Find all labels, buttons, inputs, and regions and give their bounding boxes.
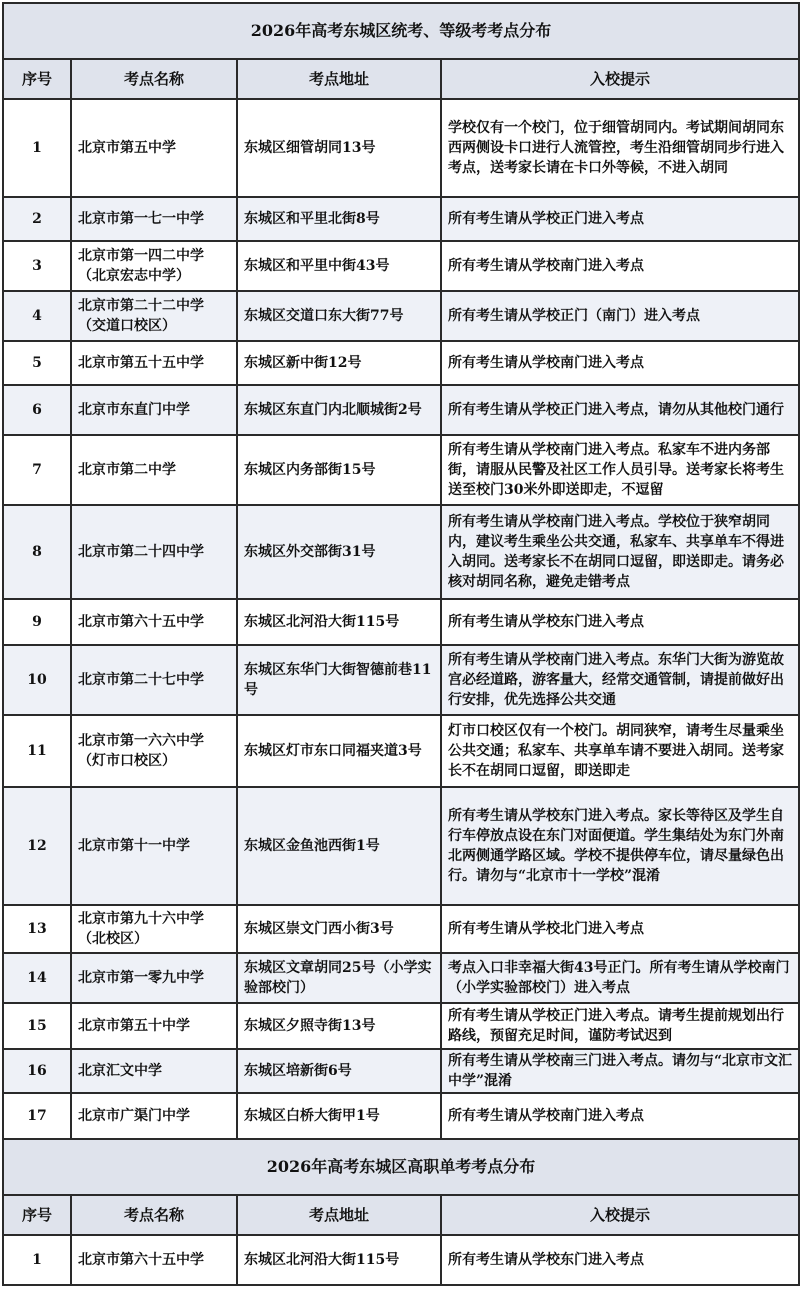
site-name: 北京市第五中学 [71,99,237,197]
site-name: 北京市第一四二中学（北京宏志中学） [71,241,237,291]
table-row [3,1049,799,1093]
table-row [3,99,799,197]
exam-sites-table-body [3,3,799,1285]
section-title: 2026年高考东城区统考、等级考考点分布 [3,3,799,59]
site-name: 北京市第二十七中学 [71,645,237,715]
table-row [3,645,799,715]
entry-tip: 所有考生请从学校南门进入考点。学校位于狭窄胡同内，建议考生乘坐公共交通，私家车、共享单车不得进入胡同。送考家长不在胡同口逗留，即送即走。请务必核对胡同名称，避免走错考点 [441,505,799,599]
column-header: 考点名称 [71,59,237,99]
row-number: 13 [3,905,71,953]
entry-tip: 所有考生请从学校东门进入考点 [441,599,799,645]
column-header: 入校提示 [441,1195,799,1235]
site-address: 东城区崇文门西小街3号 [237,905,441,953]
entry-tip: 所有考生请从学校南三门进入考点。请勿与“北京市文汇中学”混淆 [441,1049,799,1093]
site-address: 东城区外交部街31号 [237,505,441,599]
site-address: 东城区细管胡同13号 [237,99,441,197]
entry-tip: 所有考生请从学校北门进入考点 [441,905,799,953]
site-address: 东城区新中街12号 [237,341,441,385]
row-number: 12 [3,787,71,905]
row-number: 17 [3,1093,71,1139]
site-address: 东城区北河沿大街115号 [237,599,441,645]
exam-sites-table [2,2,800,1286]
site-name: 北京市广渠门中学 [71,1093,237,1139]
row-number: 7 [3,435,71,505]
site-name: 北京市东直门中学 [71,385,237,435]
entry-tip: 所有考生请从学校正门进入考点，请勿从其他校门通行 [441,385,799,435]
table-row [3,435,799,505]
table-row [3,291,799,341]
site-name: 北京市第二中学 [71,435,237,505]
row-number: 16 [3,1049,71,1093]
site-address: 东城区交道口东大街77号 [237,291,441,341]
table-row [3,241,799,291]
entry-tip: 灯市口校区仅有一个校门。胡同狭窄，请考生尽量乘坐公共交通；私家车、共享单车请不要进入胡同。送考家长不在胡同口逗留，即送即走 [441,715,799,787]
table-row [3,1003,799,1049]
table-row [3,1235,799,1285]
column-header: 考点地址 [237,59,441,99]
entry-tip: 所有考生请从学校正门进入考点。请考生提前规划出行路线，预留充足时间，谨防考试迟到 [441,1003,799,1049]
column-header: 入校提示 [441,59,799,99]
row-number: 9 [3,599,71,645]
table-row [3,905,799,953]
table-row [3,505,799,599]
table-row [3,953,799,1003]
site-name: 北京汇文中学 [71,1049,237,1093]
site-name: 北京市第五十中学 [71,1003,237,1049]
site-address: 东城区白桥大街甲1号 [237,1093,441,1139]
site-address: 东城区文章胡同25号（小学实验部校门） [237,953,441,1003]
header-row [3,59,799,99]
site-name: 北京市第六十五中学 [71,599,237,645]
entry-tip: 所有考生请从学校南门进入考点 [441,1093,799,1139]
site-address: 东城区北河沿大街115号 [237,1235,441,1285]
site-name: 北京市第九十六中学（北校区） [71,905,237,953]
table-row [3,197,799,241]
entry-tip: 所有考生请从学校正门（南门）进入考点 [441,291,799,341]
site-address: 东城区和平里中街43号 [237,241,441,291]
table-row [3,599,799,645]
site-address: 东城区灯市东口同福夹道3号 [237,715,441,787]
site-name: 北京市第一七一中学 [71,197,237,241]
row-number: 3 [3,241,71,291]
table-row [3,715,799,787]
section-title: 2026年高考东城区高职单考考点分布 [3,1139,799,1195]
site-address: 东城区培新街6号 [237,1049,441,1093]
row-number: 4 [3,291,71,341]
section-title-row [3,3,799,59]
site-name: 北京市第二十四中学 [71,505,237,599]
table-row [3,1093,799,1139]
row-number: 10 [3,645,71,715]
entry-tip: 所有考生请从学校南门进入考点 [441,341,799,385]
entry-tip: 所有考生请从学校南门进入考点 [441,241,799,291]
table-row [3,385,799,435]
row-number: 1 [3,1235,71,1285]
row-number: 6 [3,385,71,435]
site-address: 东城区内务部街15号 [237,435,441,505]
entry-tip: 所有考生请从学校东门进入考点 [441,1235,799,1285]
header-row [3,1195,799,1235]
entry-tip: 所有考生请从学校东门进入考点。家长等待区及学生自行车停放点设在东门对面便道。学生集结处为东门外南北两侧通学路区域。学校不提供停车位，请尽量绿色出行。请勿与“北京市十一学校”混淆 [441,787,799,905]
site-address: 东城区东直门内北顺城街2号 [237,385,441,435]
site-address: 东城区夕照寺街13号 [237,1003,441,1049]
table-row [3,341,799,385]
site-name: 北京市第六十五中学 [71,1235,237,1285]
section-title-row [3,1139,799,1195]
row-number: 5 [3,341,71,385]
entry-tip: 考点入口非幸福大街43号正门。所有考生请从学校南门（小学实验部校门）进入考点 [441,953,799,1003]
site-address: 东城区和平里北街8号 [237,197,441,241]
row-number: 11 [3,715,71,787]
site-name: 北京市第五十五中学 [71,341,237,385]
column-header: 考点名称 [71,1195,237,1235]
entry-tip: 所有考生请从学校正门进入考点 [441,197,799,241]
entry-tip: 所有考生请从学校南门进入考点。东华门大街为游览故宫必经道路，游客量大，经常交通管制，请提前做好出行安排，优先选择公共交通 [441,645,799,715]
site-name: 北京市第一六六中学（灯市口校区） [71,715,237,787]
row-number: 2 [3,197,71,241]
entry-tip: 所有考生请从学校南门进入考点。私家车不进内务部街，请服从民警及社区工作人员引导。送考家长将考生送至校门30米外即送即走，不逗留 [441,435,799,505]
site-name: 北京市第二十二中学（交道口校区） [71,291,237,341]
column-header: 序号 [3,1195,71,1235]
site-address: 东城区东华门大街智德前巷11号 [237,645,441,715]
row-number: 14 [3,953,71,1003]
site-address: 东城区金鱼池西街1号 [237,787,441,905]
column-header: 考点地址 [237,1195,441,1235]
row-number: 15 [3,1003,71,1049]
row-number: 1 [3,99,71,197]
site-name: 北京市第一零九中学 [71,953,237,1003]
entry-tip: 学校仅有一个校门，位于细管胡同内。考试期间胡同东西两侧设卡口进行人流管控，考生沿细管胡同步行进入考点，送考家长请在卡口外等候，不进入胡同 [441,99,799,197]
table-row [3,787,799,905]
site-name: 北京市第十一中学 [71,787,237,905]
column-header: 序号 [3,59,71,99]
row-number: 8 [3,505,71,599]
